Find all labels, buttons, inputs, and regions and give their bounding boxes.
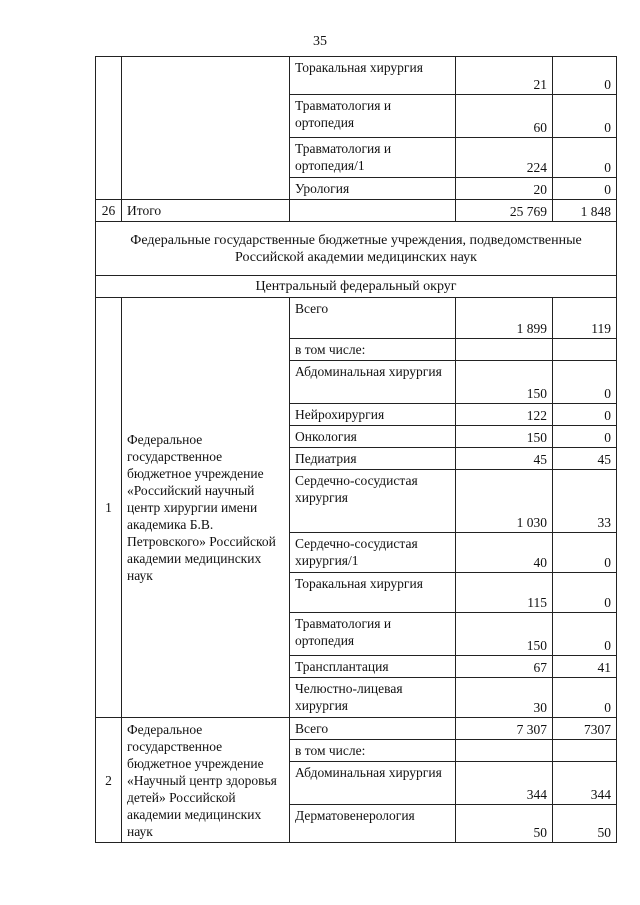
value-cell: 21 [456,57,553,95]
row-number: 2 [96,718,122,843]
profile-cell: Дерматовенерология [290,805,456,843]
district-heading: Центральный федеральный округ [96,276,617,298]
value-cell: 1 899 [456,298,553,339]
profile-cell: Абдоминальная хирургия [290,762,456,805]
value-cell: 0 [553,361,617,404]
value-cell: 45 [456,448,553,470]
value-cell: 30 [456,678,553,718]
profile-cell: Трансплантация [290,656,456,678]
value-cell: 224 [456,138,553,178]
organization-name: Федеральное государственное бюджетное учреждение «Российский научный центр хирургии имени академика Б.В. Петровского» Российской академии медицинских наук [122,298,290,718]
value-cell: 0 [553,573,617,613]
page-number: 35 [313,34,327,49]
profile-cell: в том числе: [290,339,456,361]
profile-cell: Сердечно-сосудистая хирургия [290,470,456,533]
value-cell [456,740,553,762]
profile-cell: Травматология и ортопедия/1 [290,138,456,178]
value-cell: 115 [456,573,553,613]
value-cell: 0 [553,57,617,95]
value-cell: 0 [553,613,617,656]
total-value: 1 848 [553,200,617,222]
value-cell: 344 [456,762,553,805]
organization-name: Федеральное государственное бюджетное учреждение «Научный центр здоровья детей» Российской академии медицинских наук [122,718,290,843]
profile-cell: Травматология и ортопедия [290,95,456,138]
total-row [96,200,617,222]
value-cell: 122 [456,404,553,426]
profile-cell: Челюстно-лицевая хирургия [290,678,456,718]
value-cell: 119 [553,298,617,339]
section-heading: Федеральные государственные бюджетные учреждения, подведомственные Российской академии медицинских наук [96,222,617,276]
value-cell [456,339,553,361]
value-cell: 7307 [553,718,617,740]
profile-cell: Сердечно-сосудистая хирургия/1 [290,533,456,573]
row-number: 1 [96,298,122,718]
empty-profile-cell [290,200,456,222]
value-cell: 50 [456,805,553,843]
quota-table [95,56,617,843]
table-row [96,298,617,339]
value-cell: 50 [553,805,617,843]
profile-cell: в том числе: [290,740,456,762]
value-cell: 67 [456,656,553,678]
value-cell [553,339,617,361]
profile-cell: Всего [290,298,456,339]
value-cell: 0 [553,178,617,200]
value-cell: 150 [456,613,553,656]
value-cell [553,740,617,762]
value-cell: 150 [456,426,553,448]
value-cell: 344 [553,762,617,805]
value-cell: 33 [553,470,617,533]
value-cell: 0 [553,404,617,426]
profile-cell: Торакальная хирургия [290,57,456,95]
value-cell: 0 [553,138,617,178]
profile-cell: Торакальная хирургия [290,573,456,613]
row-number: 26 [96,200,122,222]
profile-cell: Нейрохирургия [290,404,456,426]
value-cell: 41 [553,656,617,678]
profile-cell: Абдоминальная хирургия [290,361,456,404]
profile-cell: Травматология и ортопедия [290,613,456,656]
total-label: Итого [122,200,290,222]
value-cell: 0 [553,678,617,718]
total-value: 25 769 [456,200,553,222]
value-cell: 0 [553,95,617,138]
section-heading-row [96,222,617,276]
table-row [96,718,617,740]
value-cell: 7 307 [456,718,553,740]
table-body [96,57,617,843]
value-cell: 45 [553,448,617,470]
profile-cell: Урология [290,178,456,200]
district-heading-row [96,276,617,298]
value-cell: 20 [456,178,553,200]
value-cell: 0 [553,426,617,448]
empty-num-cell [96,57,122,200]
table-row [96,57,617,95]
value-cell: 150 [456,361,553,404]
profile-cell: Педиатрия [290,448,456,470]
value-cell: 1 030 [456,470,553,533]
value-cell: 60 [456,95,553,138]
value-cell: 40 [456,533,553,573]
profile-cell: Онкология [290,426,456,448]
empty-org-cell [122,57,290,200]
value-cell: 0 [553,533,617,573]
profile-cell: Всего [290,718,456,740]
